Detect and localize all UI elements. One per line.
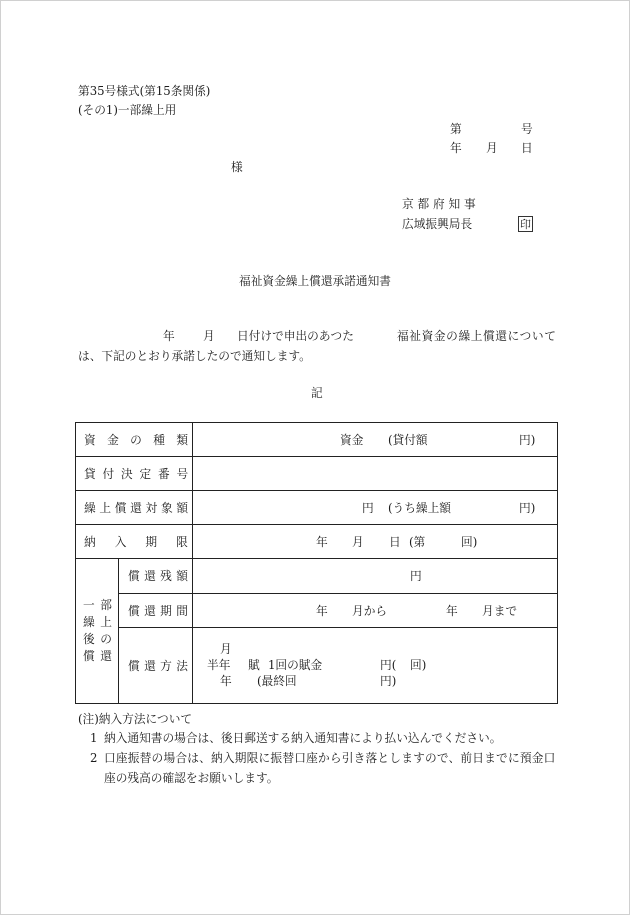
payment-deadline-month: 月 <box>352 534 364 549</box>
prepayment-target-value-cell <box>193 491 558 525</box>
intro-line2: は、下記のとおり承諾したので通知します。 <box>78 349 311 363</box>
repayment-method-monthly: 月 <box>220 642 232 656</box>
date-day: 日 <box>521 141 533 155</box>
note-text-continuation: 座の残高の確認をお願いします。 <box>104 771 279 785</box>
prepayment-target-prepay-close: 円) <box>519 500 536 515</box>
repayment-method-times-close: 回) <box>410 658 427 672</box>
intro-fund-text: 福祉資金の繰上償還について <box>397 329 557 343</box>
repayment-period-value-cell <box>193 594 558 628</box>
loan-decision-value-cell <box>193 457 558 491</box>
remaining-balance-yen: 円 <box>410 569 422 583</box>
repayment-method-final-close: 円) <box>380 674 397 688</box>
doc-number-prefix: 第 <box>450 122 462 136</box>
seal-box <box>518 216 533 232</box>
payment-deadline-day: 日 <box>389 534 401 549</box>
payment-deadline-label-cell <box>76 525 207 559</box>
issuer-title: 京都府知事 <box>402 197 480 211</box>
payment-deadline-label: 納入期限 <box>84 534 207 549</box>
prepayment-target-yen: 円 <box>362 500 374 515</box>
after-prepayment-label-line: 償還 <box>83 649 118 663</box>
form-variant: (その1)一部繰上用 <box>78 103 177 117</box>
after-prepayment-label-line: 繰上 <box>83 615 118 629</box>
doc-number-suffix: 号 <box>521 122 533 136</box>
note-number: 1 <box>90 731 98 745</box>
form-number: 第35号様式(第15条関係) <box>78 84 211 98</box>
payment-deadline-value-cell <box>193 525 558 559</box>
prepayment-target-label-cell <box>76 491 193 525</box>
loan-decision-label-cell <box>76 457 193 491</box>
repayment-method-installment: 賦 <box>248 658 260 672</box>
repayment-method-per-payment: 1回の賦金 <box>268 658 323 672</box>
fund-type-amount-open: (貸付額 <box>388 432 428 447</box>
fund-type-amount-close: 円) <box>519 432 536 447</box>
payment-deadline-year: 年 <box>316 534 328 549</box>
prepayment-target-prepay-open: (うち繰上額 <box>388 500 451 515</box>
after-prepayment-label-line: 後の <box>83 632 118 646</box>
detail-table <box>75 422 558 704</box>
intro-month: 月 <box>203 329 215 343</box>
addressee-honorific: 様 <box>231 160 243 174</box>
issuer-office: 広域振興局長 <box>402 217 473 231</box>
payment-deadline-count-open: (第 <box>409 534 426 549</box>
repayment-method-final-open: (最終回 <box>257 674 297 688</box>
intro-day-text: 日付けで申出のあつた <box>237 329 354 343</box>
after-prepayment-group-cell <box>76 559 119 704</box>
repayment-method-half-year: 半年 <box>207 658 231 672</box>
intro-year: 年 <box>163 329 175 343</box>
fund-type-value-cell <box>193 423 558 457</box>
remaining-balance-value-cell <box>193 559 558 594</box>
fund-type-label: 資金の種類 <box>84 432 200 447</box>
document-title: 福祉資金繰上償還承諾通知書 <box>239 274 391 288</box>
repayment-method-yearly: 年 <box>220 674 232 688</box>
fund-type-label-cell <box>76 423 200 457</box>
repayment-method-value-cell <box>193 628 558 704</box>
repayment-period-to-year: 年 <box>446 603 458 618</box>
repayment-period-from-month: 月から <box>352 603 388 618</box>
remaining-balance-label: 償還残額 <box>128 569 193 583</box>
repayment-period-to-month: 月まで <box>482 603 518 618</box>
notes-heading: (注)納入方法について <box>78 712 193 726</box>
date-month: 月 <box>486 141 498 155</box>
fund-type-fund: 資金 <box>340 432 364 447</box>
after-prepayment-label-line: 一部 <box>83 598 118 612</box>
seal-mark: 印 <box>520 217 531 231</box>
repayment-period-label: 償還期間 <box>128 603 193 618</box>
note-text: 口座振替の場合は、納入期限に振替口座から引き落としますので、前日までに預金口 <box>104 751 556 765</box>
prepayment-target-label: 繰上償還対象額 <box>84 500 192 515</box>
repayment-method-label: 償還方法 <box>128 658 193 673</box>
date-year: 年 <box>450 141 462 155</box>
record-marker: 記 <box>311 386 323 400</box>
repayment-period-from-year: 年 <box>316 603 328 618</box>
payment-deadline-count-close: 回) <box>461 534 478 549</box>
loan-decision-label: 貸付決定番号 <box>84 466 195 481</box>
repayment-period-label-cell <box>119 594 193 628</box>
repayment-method-yen-open: 円( <box>380 658 397 672</box>
note-text: 納入通知書の場合は、後日郵送する納入通知書により払い込んでください。 <box>104 731 502 745</box>
note-number: 2 <box>90 751 98 765</box>
repayment-method-label-cell <box>119 628 193 704</box>
remaining-balance-label-cell <box>119 559 193 594</box>
